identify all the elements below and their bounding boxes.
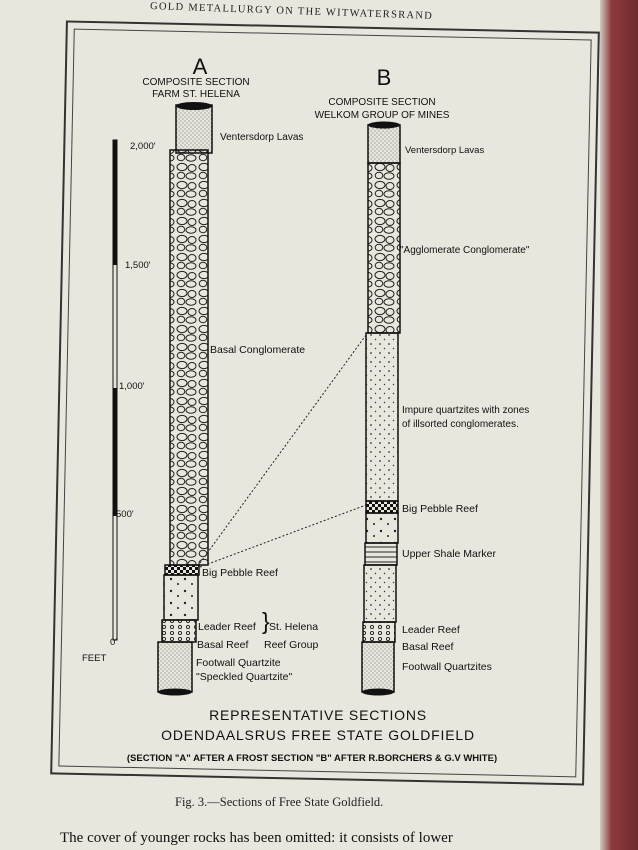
scale-unit: FEET: [82, 653, 107, 664]
a-label-speckled: "Speckled Quartzite": [196, 671, 293, 683]
scale-tick-500: 500': [116, 509, 134, 520]
section-b-title-line1: COMPOSITE SECTION: [328, 97, 436, 108]
section-a-letter: A: [192, 54, 208, 79]
scale-tick-1500: 1,500': [125, 260, 151, 271]
a-label-st-helena: St. Helena: [269, 621, 319, 633]
depth-scale-bar: [113, 140, 117, 640]
a-label-ventersdorp: Ventersdorp Lavas: [220, 132, 304, 143]
a-label-footwall: Footwall Quartzite: [196, 657, 281, 669]
a-label-big-pebble: Big Pebble Reef: [202, 567, 278, 579]
column-b: [362, 122, 400, 696]
section-b-letter: B: [376, 65, 392, 90]
scale-tick-0: 0': [110, 637, 118, 648]
a-label-basal-conglomerate: Basal Conglomerate: [210, 344, 306, 356]
scale-tick-1000: 1,000': [119, 381, 145, 392]
a-label-basal-reef: Basal Reef: [197, 639, 249, 651]
a-label-brace: }: [262, 608, 270, 634]
scale-tick-2000: 2,000': [130, 141, 156, 152]
column-a: [158, 102, 212, 696]
b-label-shale: Upper Shale Marker: [402, 548, 496, 560]
a-label-reef-group: Reef Group: [264, 639, 319, 651]
correlation-line-reef: [200, 505, 366, 567]
running-header: GOLD METALLURGY ON THE WITWATERSRAND: [149, 1, 434, 22]
section-b-title-line2: WELKOM GROUP OF MINES: [314, 110, 450, 121]
b-label-impure-line1: Impure quartzites with zones: [402, 405, 530, 416]
b-label-agglomerate: "Agglomerate Conglomerate": [400, 245, 530, 256]
b-label-big-pebble: Big Pebble Reef: [402, 503, 478, 515]
correlation-line-top: [200, 335, 366, 563]
figure-title-line2: ODENDAALSRUS FREE STATE GOLDFIELD: [161, 727, 475, 743]
section-a-title-line2: FARM ST. HELENA: [152, 89, 240, 100]
section-a-title-line1: COMPOSITE SECTION: [142, 77, 250, 88]
figure-title-line1: REPRESENTATIVE SECTIONS: [209, 707, 427, 723]
body-text-line: The cover of younger rocks has been omitted: it consists of lower: [60, 830, 453, 846]
b-label-footwall: Footwall Quartzites: [402, 661, 492, 673]
figure-caption: Fig. 3.—Sections of Free State Goldfield.: [175, 795, 384, 809]
b-label-basal-reef: Basal Reef: [402, 641, 454, 653]
a-label-leader-reef: Leader Reef: [198, 621, 256, 633]
figure-credit: (SECTION "A" AFTER A FROST SECTION "B" AFTER R.BORCHERS & G.V WHITE): [126, 753, 498, 764]
b-label-leader-reef: Leader Reef: [402, 624, 460, 636]
b-label-impure-line2: of illsorted conglomerates.: [402, 419, 519, 430]
b-label-ventersdorp: Ventersdorp Lavas: [405, 145, 485, 156]
